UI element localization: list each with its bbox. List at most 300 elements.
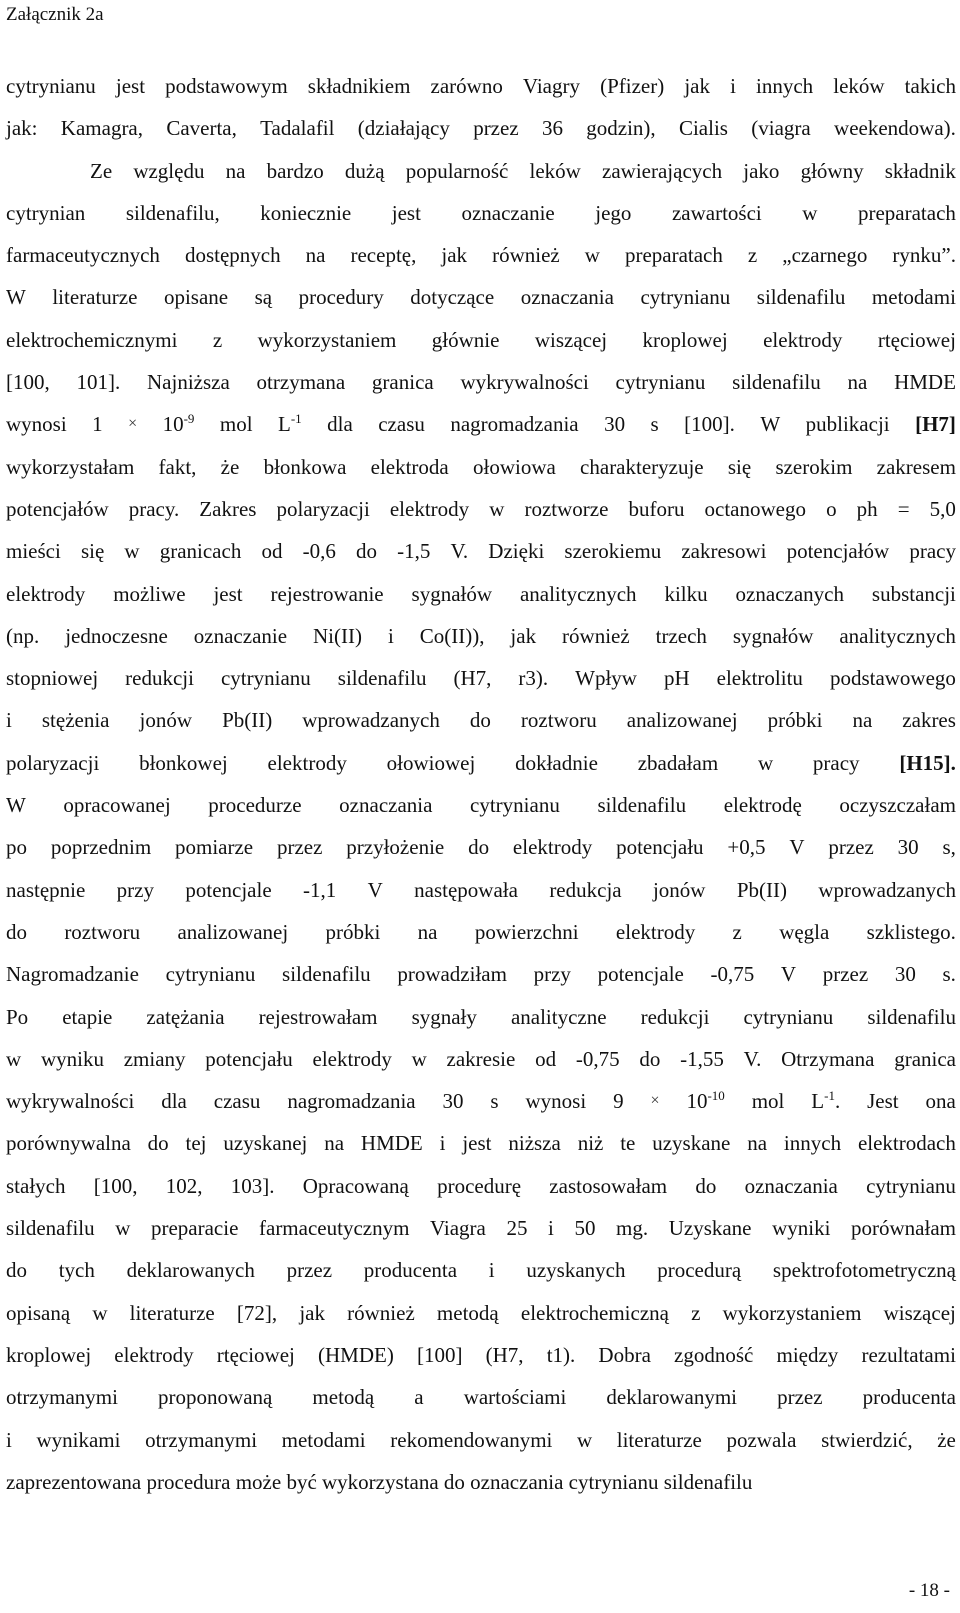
- word: składnik: [884, 158, 956, 183]
- word: po: [6, 835, 27, 860]
- word: na: [852, 708, 873, 733]
- word: sildenafilu: [337, 666, 427, 691]
- word: podstawowego: [829, 666, 956, 691]
- text-line: [6, 65, 956, 107]
- word: błonkowa: [263, 454, 347, 479]
- word: 36: [541, 116, 563, 141]
- word: kilku: [664, 581, 708, 606]
- word: spektrofotometryczną: [772, 1258, 956, 1283]
- word: się: [727, 454, 752, 479]
- word: cytrynian: [6, 200, 86, 225]
- word: uzyskanej: [223, 1131, 308, 1156]
- word: w: [802, 200, 818, 225]
- word: elektrolitu: [716, 666, 803, 691]
- word: sildenafilu,: [125, 200, 220, 225]
- text-line: [6, 1080, 956, 1122]
- word: 102,: [165, 1173, 203, 1198]
- text-line: [6, 530, 956, 572]
- text-line: [6, 150, 956, 192]
- word: przyłożenie: [346, 835, 445, 860]
- word: w: [6, 1046, 22, 1071]
- word: od: [261, 539, 283, 564]
- word: producenta: [363, 1258, 458, 1283]
- word: [100,: [6, 370, 50, 395]
- word: Ni(II): [313, 623, 362, 648]
- word: Zakres: [199, 496, 257, 521]
- word: 9: [613, 1089, 624, 1114]
- word: roztworze: [524, 496, 609, 521]
- word: $10^{-10}$: [686, 1088, 725, 1114]
- word: jak: [441, 243, 468, 268]
- word: mieści: [6, 539, 61, 564]
- word: stwierdzić,: [821, 1427, 913, 1452]
- word: Dzięki: [488, 539, 545, 564]
- word: [100].: [684, 412, 735, 437]
- word: -1,1: [303, 877, 337, 902]
- text-line: [6, 1165, 956, 1207]
- word: przez: [286, 1258, 333, 1283]
- word: W: [6, 793, 26, 818]
- word: buforu: [628, 496, 685, 521]
- word: do: [469, 708, 491, 733]
- word: może: [235, 1469, 282, 1494]
- word: próbki: [767, 708, 823, 733]
- word: oznaczania: [470, 1469, 564, 1494]
- word: do: [468, 835, 490, 860]
- word: +0,5: [727, 835, 766, 860]
- page-number: - 18 -: [908, 1580, 950, 1601]
- text-line: [6, 107, 956, 149]
- word: $L^{-1}$: [278, 411, 302, 437]
- text-line: [6, 615, 956, 657]
- word: [H15].: [899, 750, 956, 775]
- word: sygnałów: [411, 581, 493, 606]
- word: jak: [684, 74, 710, 98]
- word: redukcji: [640, 1004, 710, 1029]
- word: przez: [828, 835, 874, 860]
- word: Opracowaną: [302, 1173, 409, 1198]
- word: octanowego: [704, 496, 806, 521]
- word: farmaceutycznym: [259, 1216, 410, 1241]
- word: redukcja: [549, 877, 622, 902]
- word: 1: [92, 412, 103, 437]
- word: takich: [904, 74, 956, 98]
- word: o: [826, 496, 837, 521]
- word: przez: [276, 835, 323, 860]
- word: 25: [506, 1216, 528, 1241]
- word: ph: [856, 496, 878, 521]
- word: „czarnego: [782, 243, 868, 268]
- word: z: [732, 919, 742, 944]
- word: uzyskanych: [526, 1258, 626, 1283]
- word: i: [730, 74, 736, 98]
- word: również: [562, 623, 630, 648]
- word: t1).: [546, 1342, 576, 1367]
- word: względu: [133, 158, 205, 183]
- word: oznaczania: [339, 793, 433, 818]
- word: pomiarze: [175, 835, 254, 860]
- word: elektrody: [512, 835, 593, 860]
- word: jak:: [6, 116, 38, 141]
- word: procedura: [146, 1469, 231, 1494]
- word: mol: [219, 412, 253, 437]
- word: tych: [58, 1258, 95, 1283]
- word: 30: [894, 962, 916, 987]
- word: do: [147, 1131, 169, 1156]
- word: =: [897, 496, 910, 521]
- word: opisane: [163, 285, 229, 310]
- word: Viagry: [522, 74, 580, 98]
- word: s,: [942, 835, 956, 860]
- text-line: [6, 319, 956, 361]
- word: sygnały: [411, 1004, 477, 1029]
- text-line: [6, 1207, 956, 1249]
- word: zakresie: [446, 1046, 516, 1071]
- word: wykorzystaniem: [257, 327, 397, 352]
- word: procedurą: [657, 1258, 742, 1283]
- word: [72],: [236, 1300, 278, 1325]
- word: wynikami: [36, 1427, 121, 1452]
- text-line: [6, 953, 956, 995]
- word: wykrywalności: [460, 370, 589, 395]
- word: rejestrowanie: [270, 581, 384, 606]
- page-header-label: Załącznik 2a: [6, 4, 104, 25]
- word: w: [584, 243, 600, 268]
- word: literaturze: [129, 1300, 215, 1325]
- text-line: [6, 826, 956, 868]
- word: między: [776, 1342, 839, 1367]
- word: również: [347, 1300, 415, 1325]
- word: w: [92, 1300, 108, 1325]
- word: zmiany: [123, 1046, 186, 1071]
- word: Kamagra,: [60, 116, 144, 141]
- word: kroplowej: [6, 1342, 92, 1367]
- word: stopniowej: [6, 666, 99, 691]
- text-line: [6, 784, 956, 826]
- word: elektrodach: [857, 1131, 956, 1156]
- word: na: [225, 158, 246, 183]
- word: na: [747, 1131, 768, 1156]
- word: powierzchni: [474, 919, 579, 944]
- word: deklarowanymi: [606, 1385, 738, 1410]
- word: Pb(II): [736, 877, 787, 902]
- word: główny: [800, 158, 864, 183]
- word: V.: [743, 1046, 762, 1071]
- word: wyniki: [772, 1216, 831, 1241]
- word: dla: [161, 1089, 187, 1114]
- word: procedury: [298, 285, 384, 310]
- word: farmaceutycznych: [6, 243, 160, 268]
- word: analizowanej: [626, 708, 738, 733]
- word: zbadałam: [637, 750, 719, 775]
- word: innych: [783, 1131, 842, 1156]
- word: przez: [822, 962, 869, 987]
- word: do: [6, 919, 27, 944]
- word: granica: [894, 1046, 956, 1071]
- word: ołowiowej: [386, 750, 476, 775]
- word: granicach: [159, 539, 242, 564]
- word: Wpływ: [575, 666, 637, 691]
- word: jonów: [139, 708, 193, 733]
- word: [100,: [93, 1173, 138, 1198]
- word: ×: [650, 1092, 660, 1110]
- word: w: [489, 496, 505, 521]
- word: kroplowej: [642, 327, 728, 352]
- word: stężenia: [41, 708, 110, 733]
- word: również: [492, 243, 560, 268]
- word: (HMDE): [318, 1342, 394, 1367]
- word: mg.: [616, 1216, 649, 1241]
- word: szklistego.: [866, 919, 956, 944]
- word: jednoczesne: [65, 623, 168, 648]
- word: rtęciowej: [216, 1342, 295, 1367]
- word: wiszącej: [534, 327, 608, 352]
- word: następnie: [6, 877, 86, 902]
- word: pracy: [812, 750, 860, 775]
- word: (viagra: [751, 116, 811, 141]
- word: rezultatami: [861, 1342, 956, 1367]
- word: pH: [663, 666, 690, 691]
- word: otrzymanymi: [145, 1427, 258, 1452]
- word: granica: [371, 370, 434, 395]
- word: jest: [115, 74, 146, 98]
- word: szerokiemu: [564, 539, 662, 564]
- word: potencjału: [616, 835, 704, 860]
- word: nagromadzania: [450, 412, 579, 437]
- word: metodami: [871, 285, 956, 310]
- word: Ze: [90, 158, 113, 183]
- word: i: [387, 623, 394, 648]
- word: i: [6, 1427, 12, 1452]
- word: ona: [925, 1089, 956, 1114]
- text-line: [6, 911, 956, 953]
- word: sildenafilu: [6, 1216, 95, 1241]
- word: potencjałów: [786, 539, 890, 564]
- word: wynosi: [525, 1089, 587, 1114]
- word: w: [411, 1046, 427, 1071]
- word: jest: [391, 200, 421, 225]
- word: przy: [533, 962, 571, 987]
- word: Tadalafil: [260, 116, 335, 141]
- word: -1,55: [680, 1046, 724, 1071]
- word: czasu: [213, 1089, 261, 1114]
- word: (H7,: [453, 666, 492, 691]
- word: producenta: [862, 1385, 956, 1410]
- word: elektrody: [312, 1046, 392, 1071]
- word: weekendowa).: [834, 116, 956, 141]
- word: potencjałów: [6, 496, 109, 521]
- word: w: [576, 1427, 593, 1452]
- word: na: [324, 1131, 345, 1156]
- word: przez: [473, 116, 519, 141]
- word: szerokim: [775, 454, 853, 479]
- word: Co(II)),: [419, 623, 485, 648]
- word: dotyczące: [410, 285, 495, 310]
- word: rynku”.: [892, 243, 956, 268]
- word: że: [220, 454, 240, 479]
- word: od: [535, 1046, 557, 1071]
- word: węgla: [779, 919, 830, 944]
- word: sildenafilu: [867, 1004, 956, 1029]
- word: Cialis: [678, 116, 728, 141]
- word: Viagra: [430, 1216, 486, 1241]
- word: podstawowym: [165, 74, 288, 98]
- word: opisaną: [6, 1300, 71, 1325]
- word: z: [747, 243, 758, 268]
- word: oznaczanie: [461, 200, 555, 225]
- word: elektroda: [370, 454, 449, 479]
- word: oznaczania: [520, 285, 614, 310]
- text-line: [6, 869, 956, 911]
- word: sildenafilu: [756, 285, 846, 310]
- word: Najniższa: [147, 370, 230, 395]
- word: Jest: [867, 1089, 899, 1114]
- word: innych: [756, 74, 814, 98]
- word: 103].: [230, 1173, 275, 1198]
- word: elektrody: [114, 1342, 194, 1367]
- word: oznaczanie: [193, 623, 288, 648]
- word: -0,75: [710, 962, 755, 987]
- word: popularność: [405, 158, 509, 183]
- word: Po: [6, 1004, 29, 1029]
- word: analitycznych: [839, 623, 956, 648]
- text-line: [6, 1376, 956, 1418]
- text-line: [6, 1419, 956, 1461]
- word: w: [757, 750, 774, 775]
- word: cytrynianu: [615, 370, 706, 395]
- word: mol: [751, 1089, 785, 1114]
- text-line: [6, 742, 956, 784]
- word: cytrynianu: [470, 793, 560, 818]
- text-line: [6, 573, 956, 615]
- word: pracy.: [128, 496, 180, 521]
- word: analityczne: [510, 1004, 607, 1029]
- word: potencjale: [597, 962, 684, 987]
- text-line: [6, 276, 956, 318]
- text-line: [6, 1461, 956, 1503]
- word: bardzo: [266, 158, 324, 183]
- word: być: [286, 1469, 317, 1494]
- word: cytrynianu: [743, 1004, 834, 1029]
- word: jak: [299, 1300, 325, 1325]
- text-line: [6, 1122, 956, 1164]
- word: Pb(II): [222, 708, 273, 733]
- word: elektrochemiczną: [520, 1300, 669, 1325]
- word: leków: [833, 74, 885, 98]
- word: V.: [450, 539, 469, 564]
- word: analizowanej: [177, 919, 289, 944]
- word: następowała: [414, 877, 518, 902]
- word: jak: [510, 623, 537, 648]
- word: próbki: [325, 919, 381, 944]
- word: (Pfizer): [600, 74, 665, 98]
- word: elektrody: [763, 327, 843, 352]
- word: do: [639, 1046, 661, 1071]
- word: oczyszczałam: [839, 793, 956, 818]
- word: (H7,: [485, 1342, 524, 1367]
- word: niż: [577, 1131, 604, 1156]
- text-line: [6, 1292, 956, 1334]
- word: opracowanej: [63, 793, 171, 818]
- word: koniecznie: [260, 200, 352, 225]
- word: rejestrowałam: [258, 1004, 378, 1029]
- word: wiszącej: [883, 1300, 956, 1325]
- word: godzin),: [586, 116, 656, 141]
- word: elektrody: [267, 750, 347, 775]
- word: HMDE: [894, 370, 956, 395]
- word: cytrynianu: [220, 666, 311, 691]
- text-line: [6, 234, 956, 276]
- word: z: [212, 327, 223, 352]
- word: (działający: [357, 116, 450, 141]
- word: potencjale: [185, 877, 272, 902]
- word: trzech: [655, 623, 707, 648]
- word: literaturze: [616, 1427, 702, 1452]
- word: i: [548, 1216, 554, 1241]
- word: zatężania: [146, 1004, 225, 1029]
- word: do: [6, 1258, 27, 1283]
- word: -0,6: [302, 539, 336, 564]
- word: -1,5: [397, 539, 431, 564]
- word: charakteryzuje: [580, 454, 704, 479]
- text-line: [6, 657, 956, 699]
- word: te: [620, 1131, 636, 1156]
- word: jako: [743, 158, 780, 183]
- word: w: [115, 1216, 131, 1241]
- word: W: [760, 412, 781, 437]
- word: $10^{-9}$: [162, 411, 195, 437]
- word: redukcji: [125, 666, 194, 691]
- word: elektrody: [615, 919, 696, 944]
- word: wykorzystana: [322, 1469, 439, 1494]
- word: analitycznych: [519, 581, 637, 606]
- word: jonów: [652, 877, 706, 902]
- word: zarówno: [430, 74, 503, 98]
- word: [100]: [416, 1342, 463, 1367]
- text-line: [6, 488, 956, 530]
- word: cytrynianu: [568, 1469, 659, 1494]
- word: rekomendowanymi: [390, 1427, 553, 1452]
- text-line: [6, 1038, 956, 1080]
- word: dokładnie: [515, 750, 598, 775]
- word: leków: [529, 158, 581, 183]
- word: składnikiem: [307, 74, 411, 98]
- word: czasu: [378, 412, 425, 437]
- word: preparatach: [624, 243, 723, 268]
- word: otrzymana: [256, 370, 346, 395]
- word: się: [80, 539, 105, 564]
- word: że: [937, 1427, 956, 1452]
- word: wykorzystaniem: [722, 1300, 862, 1325]
- word: [H7]: [915, 412, 956, 437]
- word: r3).: [518, 666, 549, 691]
- word: s: [490, 1089, 499, 1114]
- word: pozwala: [726, 1427, 797, 1452]
- word: wprowadzanych: [302, 708, 440, 733]
- word: deklarowanych: [126, 1258, 255, 1283]
- word: głównie: [431, 327, 500, 352]
- word: otrzymanymi: [6, 1385, 118, 1410]
- word: i: [488, 1258, 495, 1283]
- word: oznaczania: [744, 1173, 838, 1198]
- main-paragraph: [6, 65, 956, 1503]
- word: sildenafilu: [663, 1469, 753, 1494]
- word: zaprezentowana: [6, 1469, 142, 1494]
- word: zawierających: [602, 158, 723, 183]
- word: substancji: [871, 581, 956, 606]
- word: jego: [595, 200, 632, 225]
- word: zawartości: [671, 200, 762, 225]
